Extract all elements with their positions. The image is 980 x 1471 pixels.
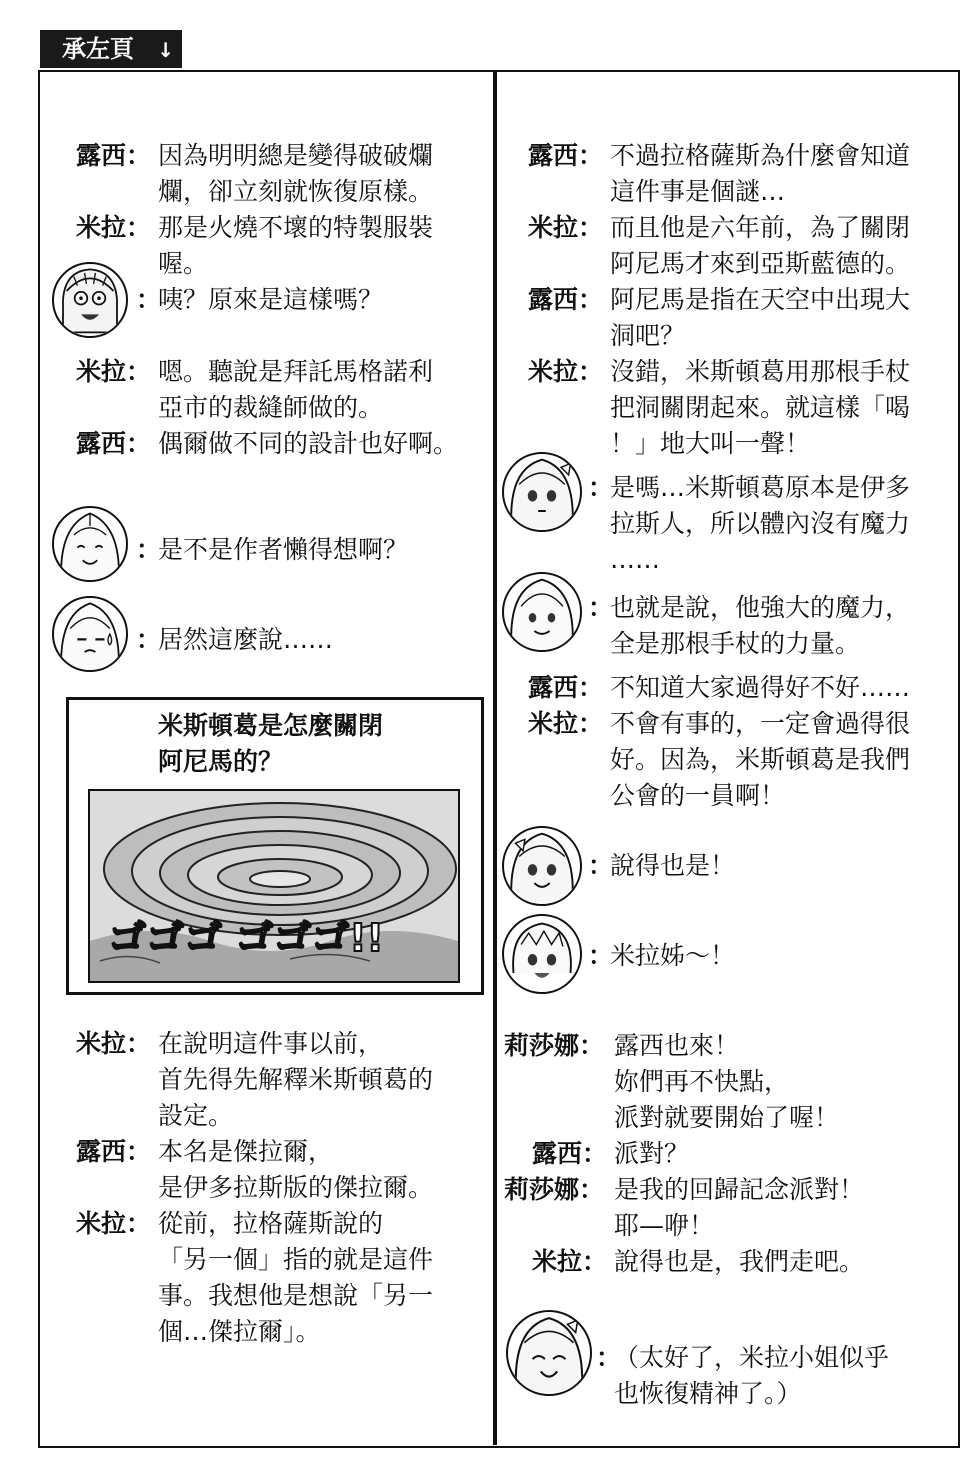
dialogue-line: 是我的回歸記念派對！ (614, 1175, 865, 1204)
dialogue-line: 嗯。聽說是拜託馬格諾利 (158, 357, 434, 386)
dialogue-line: 不會有事的，一定會過得很 (610, 709, 911, 738)
speaker-mira: 米拉： (532, 1247, 608, 1276)
down-arrow-icon: ↓ (157, 38, 174, 62)
colon: ： (136, 285, 162, 314)
colon: ： (596, 1343, 622, 1372)
dialogue-line: 派對？ (614, 1139, 690, 1168)
speaker-lucy: 露西： (76, 429, 152, 458)
speaker-mira: 米拉： (76, 1209, 152, 1238)
speaker-lucy: 露西： (532, 1139, 608, 1168)
colon: ： (588, 593, 614, 622)
dialogue-line: 那是火燒不壞的特製服裝 (158, 213, 434, 242)
speaker-mira: 米拉： (528, 213, 604, 242)
colon: ： (588, 473, 614, 502)
colon: ： (588, 851, 614, 880)
continued-from-left-tag (40, 30, 182, 68)
speaker-lucy: 露西： (528, 673, 604, 702)
dialogue-line: 設定。 (158, 1101, 234, 1130)
lucy-thinking-face-icon (502, 452, 582, 532)
dialogue-line: 派對就要開始了喔！ (614, 1103, 840, 1132)
question-title: 阿尼馬的？ (158, 747, 284, 776)
dialogue-line: 這件事是個謎… (610, 177, 786, 206)
lisanna-face-icon (502, 914, 582, 994)
speaker-mira: 米拉： (528, 709, 604, 738)
lucy-shocked-face-icon (52, 262, 128, 338)
dialogue-line: 說得也是！ (610, 851, 736, 880)
dialogue-line: 個…傑拉爾」。 (158, 1317, 321, 1346)
dialogue-line: 「另一個」指的就是這件 (158, 1245, 434, 1274)
dialogue-line: 好。因為，米斯頓葛是我們 (610, 745, 911, 774)
dialogue-line: ！」地大叫一聲！ (610, 429, 811, 458)
speaker-lisanna: 莉莎娜： (504, 1175, 605, 1204)
dialogue-line: 公會的一員啊！ (610, 781, 786, 810)
dialogue-line: （太好了，米拉小姐似乎 (614, 1343, 890, 1372)
dialogue-line: 妳們再不快點， (614, 1067, 790, 1096)
colon: ： (136, 625, 162, 654)
speaker-mira: 米拉： (76, 213, 152, 242)
dialogue-line: 是嗎…米斯頓葛原本是伊多 (610, 473, 911, 502)
colon: ： (136, 535, 162, 564)
dialogue-line: 在說明這件事以前， (158, 1029, 384, 1058)
dialogue-line: 亞市的裁縫師做的。 (158, 393, 384, 422)
speaker-lucy: 露西： (76, 1137, 152, 1166)
dialogue-line: 洞吧？ (610, 321, 686, 350)
dialogue-line: …… (610, 545, 660, 574)
dialogue-line: 事。我想他是想說「另一 (158, 1281, 434, 1310)
dialogue-line: 從前，拉格薩斯說的 (158, 1209, 384, 1238)
colon: ： (588, 941, 614, 970)
speaker-mira: 米拉： (528, 357, 604, 386)
lucy-smile-face-icon (502, 826, 582, 906)
mira-sweatdrop-face-icon (52, 596, 128, 672)
dialogue-line: 咦？原來是這樣嗎？ (158, 285, 384, 314)
anima-closing-illustration (88, 789, 460, 983)
speaker-mira: 米拉： (76, 1029, 152, 1058)
dialogue-line: 阿尼馬才來到亞斯藍德的。 (610, 249, 911, 278)
speaker-lisanna: 莉莎娜： (504, 1031, 605, 1060)
dialogue-line: 米拉姊～！ (610, 941, 736, 970)
dialogue-line: 說得也是，我們走吧。 (614, 1247, 865, 1276)
dialogue-line: 本名是傑拉爾， (158, 1137, 334, 1166)
mira-smile-face-icon (502, 572, 582, 652)
dialogue-line: 是伊多拉斯版的傑拉爾。 (158, 1173, 434, 1202)
dialogue-line: 偶爾做不同的設計也好啊。 (158, 429, 459, 458)
dialogue-line: 居然這麼說…… (158, 625, 334, 654)
speaker-mira: 米拉： (76, 357, 152, 386)
dialogue-line: 把洞關閉起來。就這樣「喝 (610, 393, 911, 422)
dialogue-line: 是不是作者懶得想啊？ (158, 535, 409, 564)
continued-label: 承左頁 (62, 35, 134, 63)
speaker-lucy: 露西： (528, 285, 604, 314)
dialogue-line: 喔。 (158, 249, 209, 278)
column-divider (493, 71, 497, 1445)
dialogue-line: 阿尼馬是指在天空中出現大 (610, 285, 911, 314)
dialogue-line: 拉斯人，所以體內沒有魔力 (610, 509, 911, 538)
dialogue-line: 也恢復精神了。） (614, 1379, 802, 1408)
dialogue-line: 耶—咿！ (614, 1211, 715, 1240)
dialogue-line: 爛，卻立刻就恢復原樣。 (158, 177, 434, 206)
dialogue-line: 不過拉格薩斯為什麼會知道 (610, 141, 911, 170)
dialogue-line: 而且他是六年前，為了關閉 (610, 213, 911, 242)
dialogue-line: 露西也來！ (614, 1031, 740, 1060)
mira-smiling-face-icon (52, 506, 128, 582)
lucy-happy-face-icon (506, 1310, 592, 1396)
dialogue-line: 因為明明總是變得破破爛 (158, 141, 434, 170)
sfx-text: ゴゴゴ ゴゴゴ!! (108, 916, 384, 960)
dialogue-line: 也就是說，他強大的魔力， (610, 593, 911, 622)
speaker-lucy: 露西： (76, 141, 152, 170)
speaker-lucy: 露西： (528, 141, 604, 170)
dialogue-line: 沒錯，米斯頓葛用那根手杖 (610, 357, 911, 386)
question-title: 米斯頓葛是怎麼關閉 (158, 711, 384, 740)
dialogue-line: 全是那根手杖的力量。 (610, 629, 861, 658)
dialogue-line: 不知道大家過得好不好…… (610, 673, 911, 702)
dialogue-line: 首先得先解釋米斯頓葛的 (158, 1065, 434, 1094)
